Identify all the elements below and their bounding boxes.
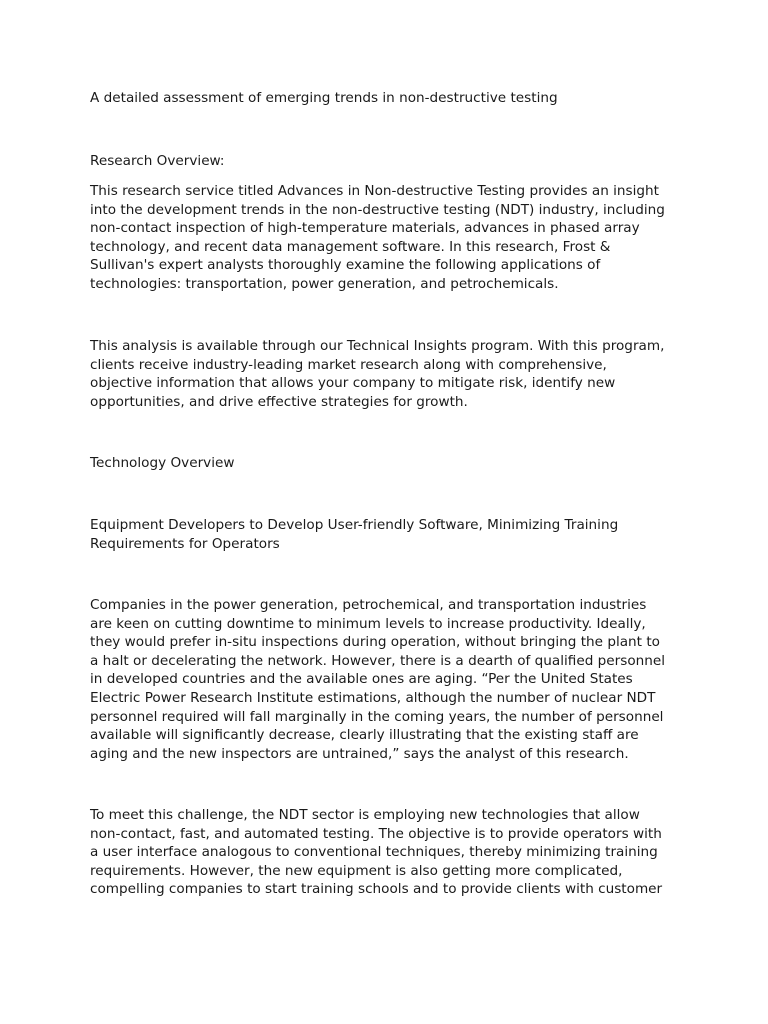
paragraph-line: a halt or decelerating the network. However, there is a dearth of qualified personnel (90, 652, 666, 669)
paragraph-line: Companies in the power generation, petrochemical, and transportation industries (90, 597, 647, 613)
paragraph-line: available will significantly decrease, clearly illustrating that the existing staff are (90, 727, 639, 744)
paragraph-line: opportunities, and drive effective strategies for growth. (90, 393, 468, 410)
document-title: A detailed assessment of emerging trends in non-destructive testing (90, 90, 558, 106)
paragraph-line: compelling companies to start training schools and to provide clients with customer (90, 881, 663, 898)
paragraph-line: objective information that allows your company to mitigate risk, identify new (90, 375, 616, 392)
paragraph-line: a user interface analogous to conventional techniques, thereby minimizing training (90, 844, 658, 861)
research-overview-heading: Research Overview: (90, 153, 225, 169)
paragraph-line: personnel required will fall marginally in the coming years, the number of personnel (90, 708, 664, 725)
paragraph-line: This research service titled Advances in Non-destructive Testing provides an insight (90, 183, 659, 199)
paragraph-line: technology, and recent data management software. In this research, Frost & (90, 238, 611, 255)
paragraph-line: aging and the new inspectors are untrained,” says the analyst of this research. (90, 745, 629, 762)
paragraph-line: non-contact inspection of high-temperature materials, advances in phased array (90, 220, 640, 237)
subheading-line: Requirements for Operators (90, 535, 280, 552)
paragraph-line: into the development trends in the non-destructive testing (NDT) industry, including (90, 201, 665, 218)
technology-overview-heading: Technology Overview (90, 455, 235, 471)
paragraph-line: To meet this challenge, the NDT sector is employing new technologies that allow (90, 807, 640, 823)
paragraph-line: in developed countries and the available ones are aging. “Per the United States (90, 671, 633, 688)
paragraph-line: Sullivan's expert analysts thoroughly examine the following applications of (90, 257, 601, 274)
paragraph-line: Electric Power Research Institute estimations, although the number of nuclear NDT (90, 690, 656, 706)
subheading-line: Equipment Developers to Develop User-friendly Software, Minimizing Training (90, 517, 619, 533)
paragraph-line: technologies: transportation, power generation, and petrochemicals. (90, 276, 559, 292)
paragraph-line: are keen on cutting downtime to minimum levels to increase productivity. Ideally, (90, 615, 646, 632)
paragraph-line: requirements. However, the new equipment is also getting more complicated, (90, 862, 623, 879)
paragraph-line: they would prefer in-situ inspections during operation, without bringing the plant to (90, 634, 660, 651)
paragraph-line: clients receive industry-leading market research along with comprehensive, (90, 356, 607, 373)
paragraph-line: This analysis is available through our Technical Insights program. With this program, (90, 338, 665, 354)
paragraph-line: non-contact, fast, and automated testing. The objective is to provide operators with (90, 825, 662, 842)
